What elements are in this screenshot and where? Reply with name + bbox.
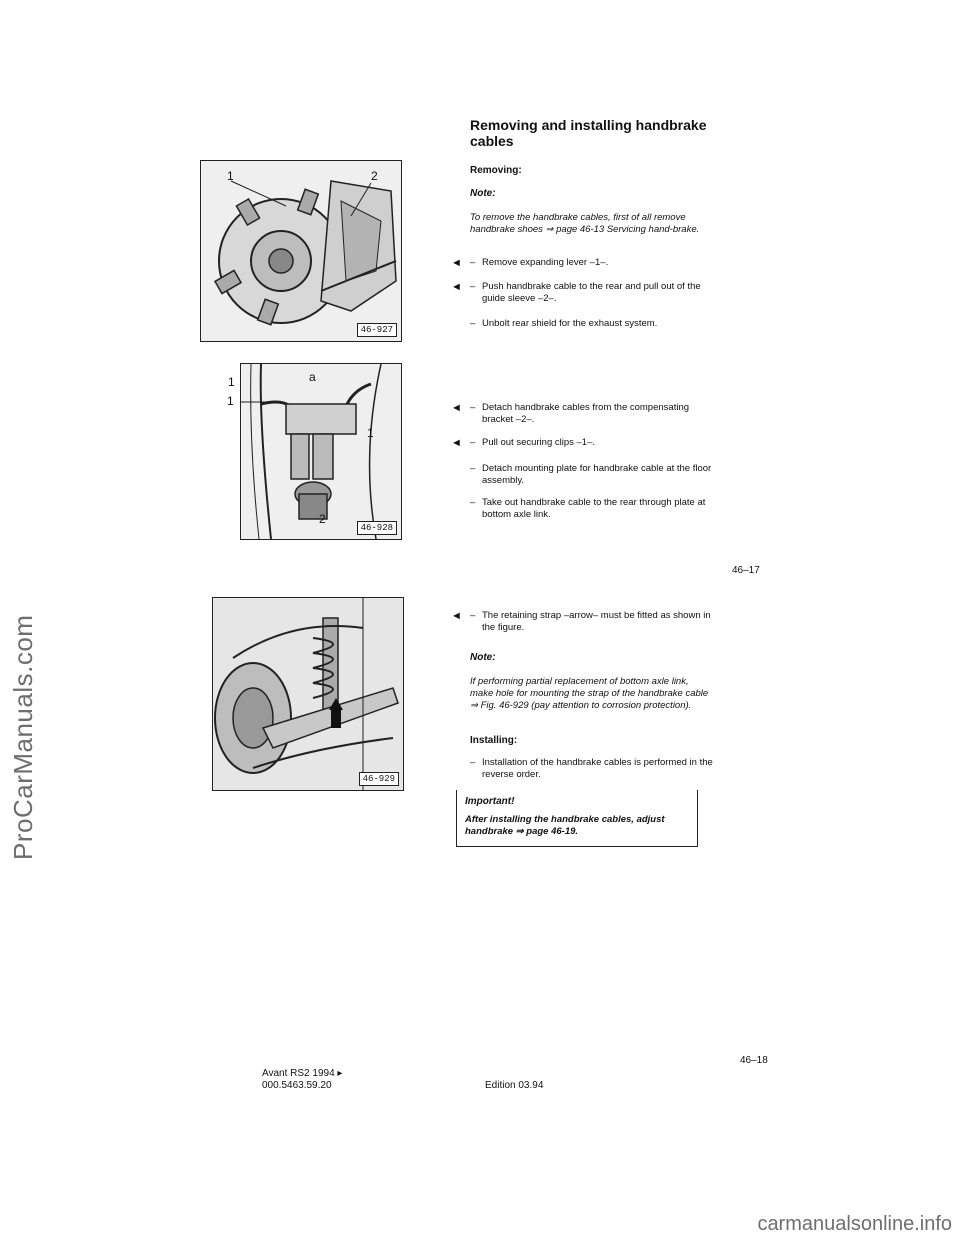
important-text: After installing the handbrake cables, adjust handbrake ⇒ page 46-19. <box>465 814 665 837</box>
note-text: To remove the handbrake cables, first of all remove handbrake shoes ⇒ page 46-13 Servicing hand-brake. <box>470 212 700 235</box>
figure-tag: 46-929 <box>359 772 399 786</box>
step-detach-cables: – Detach handbrake cables from the compensating bracket –2–. <box>470 402 690 425</box>
figure-label-2: 2 <box>319 512 326 526</box>
note2-text: If performing partial replacement of bottom axle link, make hole for mounting the strap of the handbrake cable ⇒ Fig. 46-929 (pay attention to corrosion protection). <box>470 676 709 711</box>
hub-assembly-illustration <box>201 161 401 341</box>
side-watermark: ProCarManuals.com <box>8 614 38 860</box>
step-push-cable: – Push handbrake cable to the rear and pull out of the guide sleeve –2–. <box>470 281 701 304</box>
step-installation: – Installation of the handbrake cables is performed in the reverse order. <box>470 757 713 780</box>
figure-tag: 46-928 <box>357 521 397 535</box>
figure-label-1: 1 <box>227 169 234 183</box>
step-arrow-icon: ◄ <box>451 610 462 622</box>
figure-46-928 <box>227 363 402 540</box>
step-arrow-icon: ◄ <box>451 281 462 293</box>
step-take-out-cable: – Take out handbrake cable to the rear through plate at bottom axle link. <box>470 497 706 520</box>
step-remove-lever: – Remove expanding lever –1–. <box>470 257 609 268</box>
figure-46-927 <box>200 160 402 342</box>
step-unbolt-shield: – Unbolt rear shield for the exhaust system. <box>470 318 658 329</box>
figure-label-1-left: 1 <box>227 394 234 408</box>
note2-label: Note: <box>470 652 496 663</box>
removing-label: Removing: <box>470 165 522 176</box>
figure-label-a: a <box>309 370 316 384</box>
figure-label-1-right: 1 <box>367 426 374 440</box>
important-box <box>456 790 698 847</box>
rear-suspension-illustration <box>213 598 403 790</box>
step-arrow-icon: ◄ <box>451 437 462 449</box>
figure-label-2: 2 <box>371 169 378 183</box>
bottom-watermark: carmanualsonline.info <box>757 1213 952 1235</box>
installing-label: Installing: <box>470 735 518 746</box>
step-pull-clips: – Pull out securing clips –1–. <box>470 437 596 448</box>
step-detach-plate: – Detach mounting plate for handbrake cable at the floor assembly. <box>470 463 712 486</box>
footer-model: Avant RS2 1994 ▸ <box>262 1068 343 1079</box>
figure-tag: 46-927 <box>357 323 397 337</box>
page-title: Removing and installing handbrake cables <box>470 117 707 149</box>
footer-code: 000.5463.59.20 <box>262 1080 332 1091</box>
step-retaining-strap: – The retaining strap –arrow– must be fitted as shown in the figure. <box>470 610 711 633</box>
figure-46-929 <box>212 597 404 791</box>
page-number-previous: 46–17 <box>732 565 760 576</box>
footer-edition: Edition 03.94 <box>485 1080 544 1091</box>
figure-label-1-outside: 1 <box>228 375 235 389</box>
note-label: Note: <box>470 188 496 199</box>
step-arrow-icon: ◄ <box>451 257 462 269</box>
page-number-current: 46–18 <box>740 1055 768 1066</box>
step-arrow-icon: ◄ <box>451 402 462 414</box>
important-label: Important! <box>465 796 515 807</box>
